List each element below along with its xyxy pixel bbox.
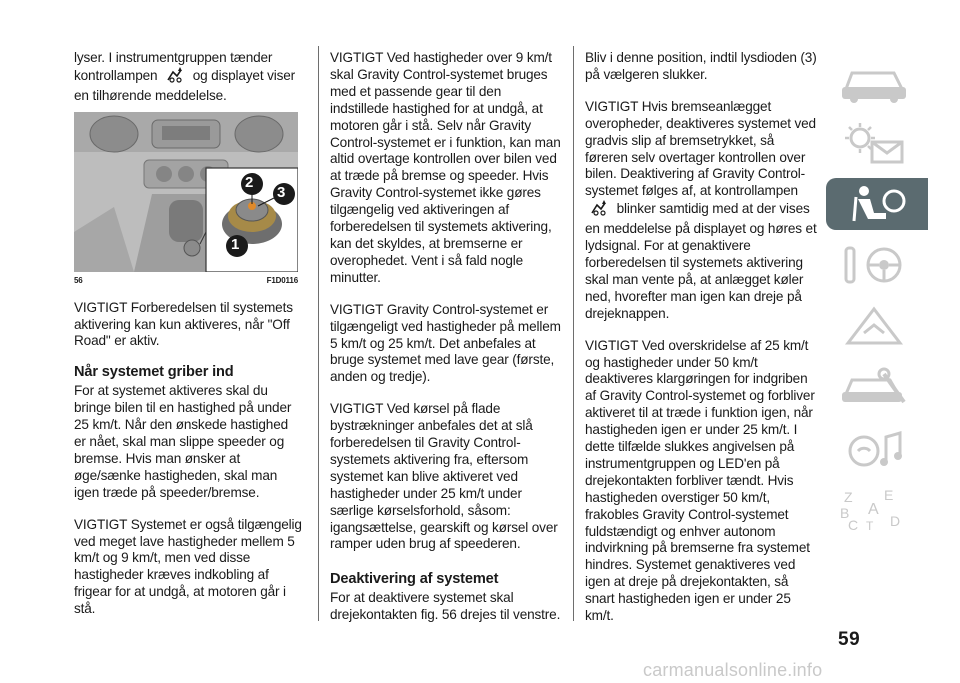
figure-code: F1D0116 xyxy=(266,275,298,285)
heading-when-system-acts: Når systemet griber ind xyxy=(74,364,234,381)
paragraph-led-off: Bliv i denne position, indtil lysdioden (3) på vælgeren slukker. xyxy=(585,50,817,82)
paragraph-brake-overheat xyxy=(585,99,817,323)
warning-triangle-icon xyxy=(834,303,920,349)
callout-1: 1 xyxy=(231,235,240,253)
key-steering-wheel-icon xyxy=(834,242,920,288)
index-letter-c: C xyxy=(848,517,859,532)
paragraph-speed-range: VIGTIGT Gravity Control-systemet er tilgængeligt ved hastigheder på mellem 5 km/t og 25 km/t. Det anbefales at bruge systemet med lave gear (første, anden og tredje). xyxy=(330,301,561,385)
callout-2: 2 xyxy=(245,173,254,191)
info-music-icon xyxy=(834,425,920,471)
car-wrench-icon xyxy=(834,364,920,410)
chapter-tab-emergency[interactable] xyxy=(826,300,928,352)
paragraph-intro-part-b: og displayet viser en tilhørende meddelelse. xyxy=(74,67,296,103)
column-divider-left xyxy=(318,46,319,621)
gravity-control-warning-icon xyxy=(165,67,185,88)
figure-56-dashboard-photo xyxy=(74,112,298,272)
figure-caption xyxy=(74,272,300,290)
index-letter-z: Z xyxy=(844,489,853,505)
chapter-tab-starting[interactable] xyxy=(826,239,928,291)
paragraph-low-speed: VIGTIGT Systemet er også tilgængelig ved meget lave hastigheder mellem 5 km/t og 9 km/t, men ved disse hastigheder kræves indkobling af frigear for at undgå, at motoren går i stå. xyxy=(74,516,302,617)
chapter-tab-multimedia[interactable] xyxy=(826,422,928,474)
lights-message-icon xyxy=(834,120,920,166)
gravity-control-warning-icon-2 xyxy=(589,200,609,221)
callout-3: 3 xyxy=(277,183,286,201)
chapter-tab-lights[interactable] xyxy=(826,117,928,169)
heading-deactivation: Deaktivering af systemet xyxy=(330,571,499,588)
paragraph-flat-roads: VIGTIGT Ved kørsel på flade bystrækninger anbefales det at slå forberedelsen til Gravity Control-systemets aktivering fra, eftersom systemet kan blive aktiveret ved hastigheder under 25 km/t under særlige kørselsforhold, såsom: igangsættelse, gearskift og kørsel over ramper uden brug af speederen. xyxy=(330,401,558,552)
dashboard-illustration xyxy=(74,112,298,272)
paragraph-brake-overheat-part-a: VIGTIGT Hvis bremseanlægget overopheder, deaktiveres systemet ved gradvis slip af bremsetrykket, så føreren selv overtager kontrollen over bilen. Deaktivering af Gravity Control-systemet følges af, at kontrollampen xyxy=(585,98,816,199)
chapter-tab-safety[interactable] xyxy=(826,178,928,230)
index-letter-e: E xyxy=(884,487,894,503)
column-1 xyxy=(74,50,302,618)
paragraph-brake-overheat-part-b: blinker samtidig med at der vises en meddelelse på displayet og høres et lydsignal. For at genaktivere forberedelsen til systemets aktivering skal man vente på, at anlægget køler ned, hvorefter man igen kan dreje på drejeknappen. xyxy=(585,201,817,321)
paragraph-above-9kmh: VIGTIGT Ved hastigheder over 9 km/t skal Gravity Control-systemet bruges med et passende gear til den indstillede hastighed for at undgå, at motoren går i stå. Selv når Gravity Control-systemet er i funktion, kan man altid overtage kontrollen over bilen ved at træde på bremse og speeder. Hvis Gravity Control-systemet ikke gøres tilgængelig ved aktiveringen af forberedelsen til systemets aktivering, kan det skyldes, at bremserne er overophedet. Vent i så fald nogle minutter. xyxy=(330,50,561,285)
index-letter-a: A xyxy=(868,501,879,518)
paragraph-off-road: VIGTIGT Forberedelsen til systemets aktivering kan kun aktiveres, når "Off Road" er aktiv. xyxy=(74,299,293,349)
page-number: 59 xyxy=(838,629,861,650)
chapter-tab-dashboard[interactable] xyxy=(826,56,928,108)
column-3 xyxy=(585,50,817,625)
paragraph-over-25kmh: VIGTIGT Ved overskridelse af 25 km/t og hastigheder under 50 km/t deaktiveres klargøringen for indgriben af Gravity Control-systemet og forbliver aktiveret til at træde i funktion igen, når hastigheden igen er under 25 km/t. I dette tilfælde slukkes angivelsen på instrumentgruppen og LED'en på drejekontakten forbliver tændt. Hvis hastigheden overstiger 50 km/t, frakobles Gravity Control-systemet fuldstændigt og enhver autonom indvirkning på bremserne fra systemet hindres. Systemet genaktiveres ved igen at dreje på drejekontakten, så snart hastigheden igen er under 25 km/t. xyxy=(585,337,815,624)
index-letter-t: T xyxy=(866,519,874,532)
paragraph-intro-part-a: lyser. I instrumentgruppen tænder kontrollampen xyxy=(74,50,273,83)
index-letter-d: D xyxy=(890,513,901,529)
column-2 xyxy=(330,50,562,624)
watermark: carmanualsonline.info xyxy=(643,660,823,680)
chapter-tab-index[interactable] xyxy=(826,483,928,535)
chapter-sidebar xyxy=(826,56,928,544)
figure-number: 56 xyxy=(74,275,83,285)
index-letter-b: B xyxy=(840,505,850,521)
chapter-tab-maintenance[interactable] xyxy=(826,361,928,413)
paragraph-intro xyxy=(74,50,302,105)
index-letters-icon xyxy=(834,486,920,532)
seat-airbag-icon xyxy=(834,181,920,227)
car-dashboard-icon xyxy=(834,59,920,105)
column-divider-right xyxy=(573,46,574,621)
paragraph-deactivate: For at deaktivere systemet skal drejekontakten fig. 56 drejes til venstre. xyxy=(330,590,561,623)
paragraph-activation: For at systemet aktiveres skal du bringe bilen til en hastighed på under 25 km/t. Når den ønskede hastighed er nået, skal man slippe speeder og bremse. Hvis man ønsker at øge/sænke hastigheden, skal man igen træde på speeder/bremse. xyxy=(74,383,292,500)
